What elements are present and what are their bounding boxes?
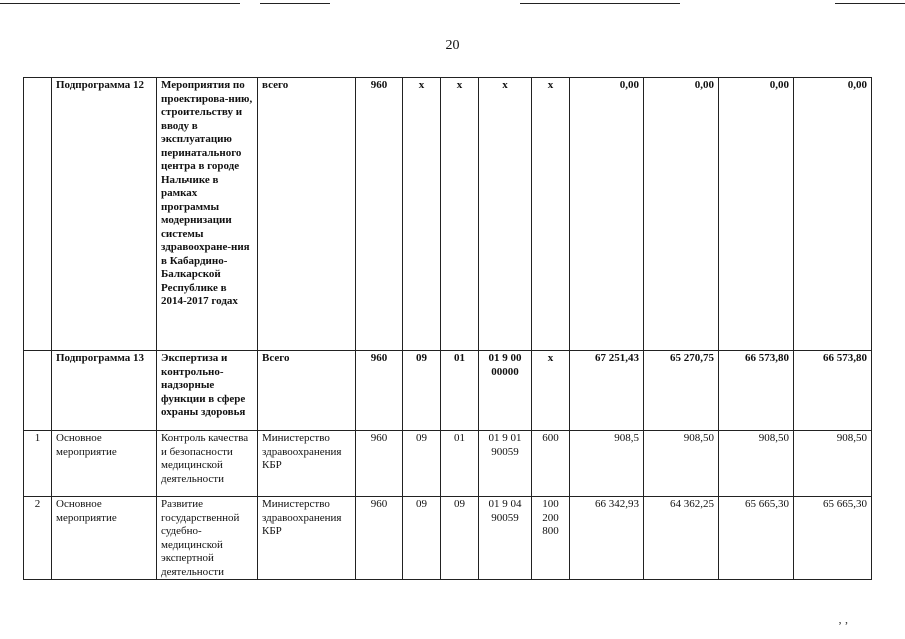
row-amount-2: 908,50 (644, 431, 719, 497)
row-index (24, 78, 52, 351)
row-grbs: 960 (356, 78, 403, 351)
scan-line (0, 3, 240, 4)
row-amount-1: 0,00 (570, 78, 644, 351)
row-index: 2 (24, 497, 52, 580)
row-amount-3: 65 665,30 (719, 497, 794, 580)
row-name: Мероприятия по проектирова-нию, строительству и вводу в эксплуатацию перинатального центра в городе Нальчике в рамках программы модернизации системы здравоохране-ния в Кабардино-Балкарской Республике в 2014-2017 годах (157, 78, 258, 351)
row-rz: 09 (403, 431, 441, 497)
row-pr: х (441, 78, 479, 351)
row-amount-1: 908,5 (570, 431, 644, 497)
scan-line (520, 3, 680, 4)
scan-line (260, 3, 330, 4)
row-name: Развитие государственной судебно-медицинской экспертной деятельности (157, 497, 258, 580)
row-amount-2: 0,00 (644, 78, 719, 351)
row-executor: всего (258, 78, 356, 351)
row-pr: 01 (441, 431, 479, 497)
row-vr: 600 (532, 431, 570, 497)
row-amount-3: 0,00 (719, 78, 794, 351)
row-pr: 09 (441, 497, 479, 580)
row-grbs: 960 (356, 497, 403, 580)
row-amount-3: 908,50 (719, 431, 794, 497)
row-type: Основное мероприятие (52, 497, 157, 580)
row-csr: 01 9 01 90059 (479, 431, 532, 497)
row-name: Контроль качества и безопасности медицинской деятельности (157, 431, 258, 497)
row-executor: Министерство здравоохранения КБР (258, 431, 356, 497)
row-type: Основное мероприятие (52, 431, 157, 497)
row-name: Экспертиза и контрольно-надзорные функции в сфере охраны здоровья (157, 351, 258, 431)
row-vr: 100 200 800 (532, 497, 570, 580)
table-row (24, 351, 872, 431)
row-amount-4: 65 665,30 (794, 497, 872, 580)
row-csr: 01 9 04 90059 (479, 497, 532, 580)
row-rz: 09 (403, 351, 441, 431)
row-amount-4: 66 573,80 (794, 351, 872, 431)
scan-line (835, 3, 905, 4)
table-row (24, 497, 872, 580)
row-index (24, 351, 52, 431)
scan-mark: ‚ , (838, 612, 848, 626)
row-amount-3: 66 573,80 (719, 351, 794, 431)
table-row (24, 78, 872, 351)
row-amount-1: 67 251,43 (570, 351, 644, 431)
row-amount-1: 66 342,93 (570, 497, 644, 580)
row-csr: 01 9 00 00000 (479, 351, 532, 431)
row-rz: х (403, 78, 441, 351)
table-row (24, 431, 872, 497)
row-executor: Всего (258, 351, 356, 431)
budget-table (23, 77, 872, 580)
row-grbs: 960 (356, 351, 403, 431)
page-number: 20 (445, 38, 460, 53)
row-vr: х (532, 78, 570, 351)
row-vr: х (532, 351, 570, 431)
row-amount-4: 908,50 (794, 431, 872, 497)
row-amount-4: 0,00 (794, 78, 872, 351)
row-amount-2: 65 270,75 (644, 351, 719, 431)
row-pr: 01 (441, 351, 479, 431)
row-grbs: 960 (356, 431, 403, 497)
row-executor: Министерство здравоохранения КБР (258, 497, 356, 580)
row-type: Подпрограмма 12 (52, 78, 157, 351)
row-csr: х (479, 78, 532, 351)
row-rz: 09 (403, 497, 441, 580)
row-index: 1 (24, 431, 52, 497)
row-amount-2: 64 362,25 (644, 497, 719, 580)
row-type: Подпрограмма 13 (52, 351, 157, 431)
